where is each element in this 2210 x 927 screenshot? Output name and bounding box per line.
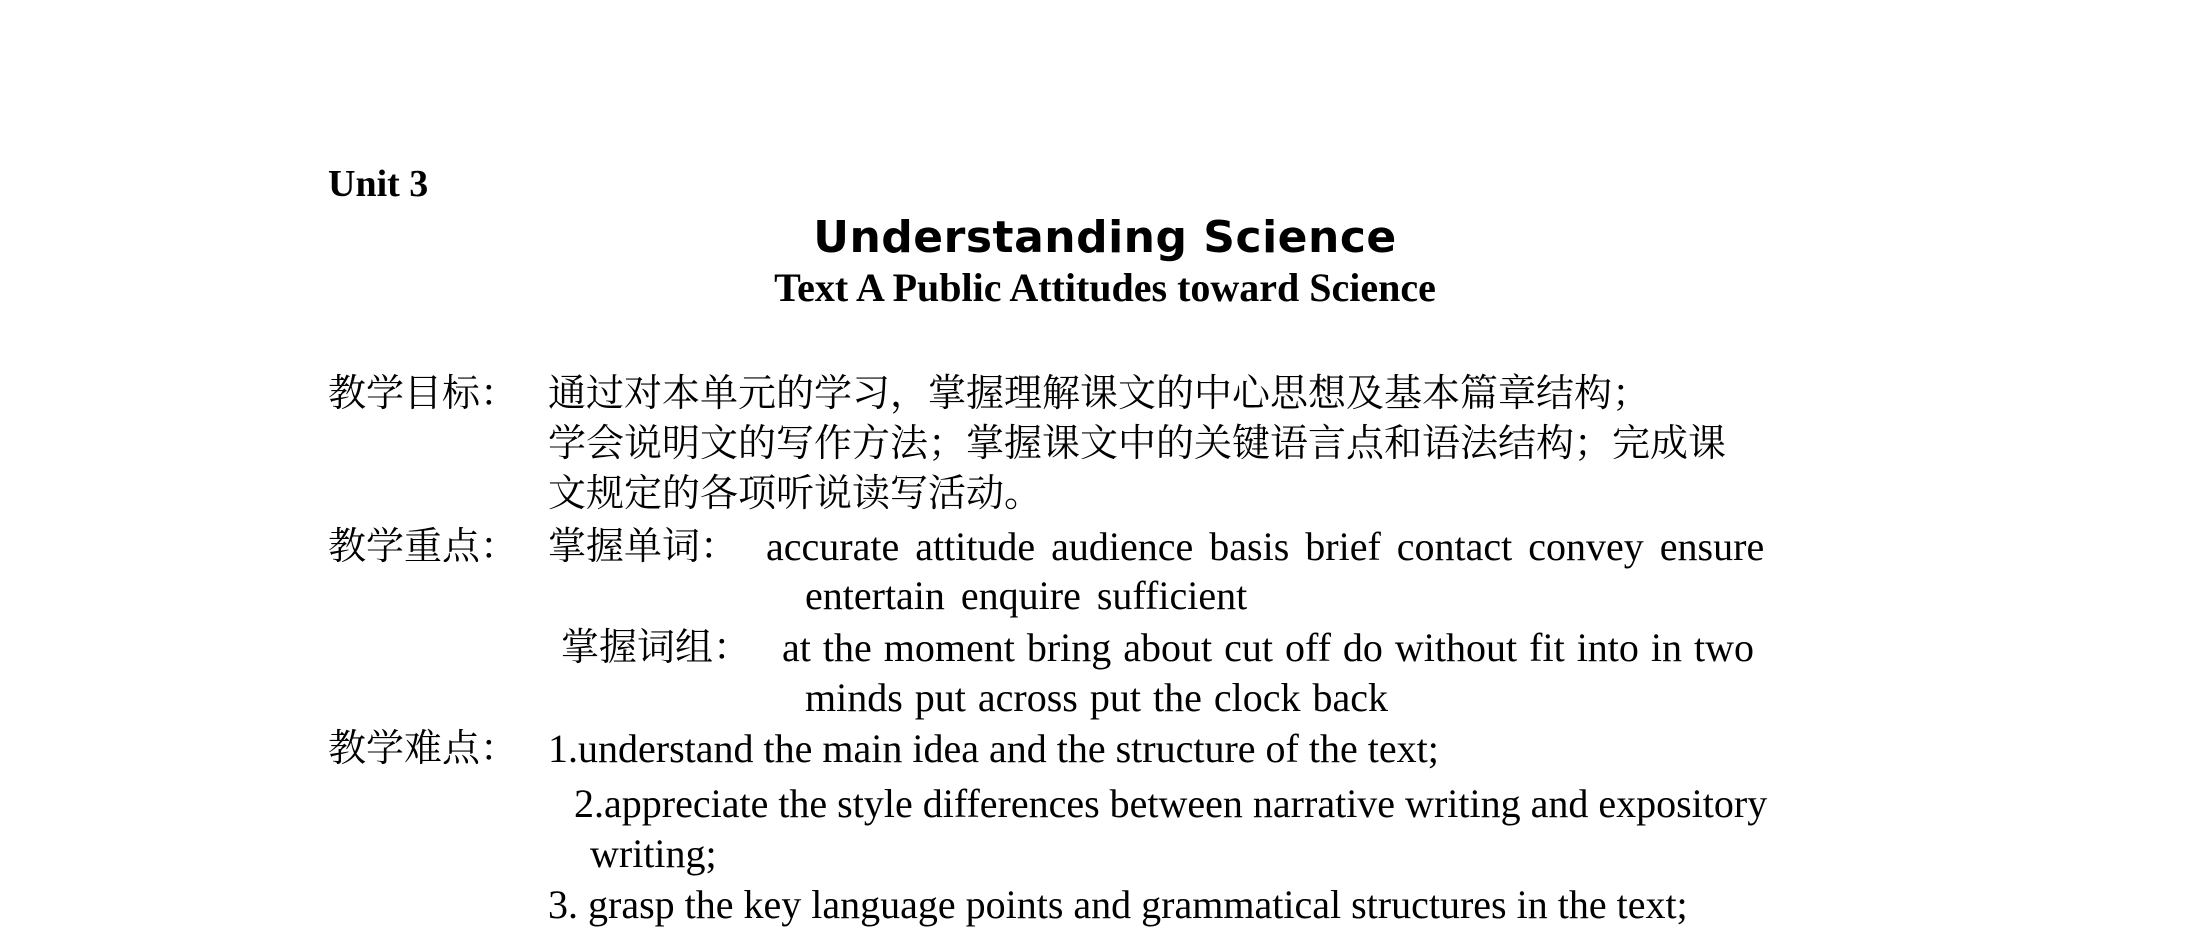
- key-phrases-label: 掌握词组：: [561, 625, 752, 669]
- page-title: Understanding Science: [813, 212, 1397, 263]
- objectives-line-3: 文规定的各项听说读写活动。: [548, 471, 1043, 515]
- key-points-label: 教学重点：: [328, 524, 519, 568]
- difficulty-item-2-line-1: 2.appreciate the style differences between narrative writing and expository: [574, 781, 1768, 826]
- objectives-label: 教学目标：: [328, 371, 519, 415]
- page-subtitle: Text A Public Attitudes toward Science: [774, 265, 1436, 310]
- difficulties-label: 教学难点：: [328, 726, 519, 770]
- key-words-label: 掌握单词：: [548, 524, 739, 568]
- difficulty-item-3: 3. grasp the key language points and grammatical structures in the text;: [548, 882, 1688, 927]
- key-phrases-line-1: at the moment bring about cut off do without fit into in two: [782, 625, 1755, 670]
- key-words-line-1: accurate attitude audience basis brief contact convey ensure: [766, 524, 1765, 569]
- unit-heading: Unit 3: [328, 163, 429, 205]
- objectives-line-1: 通过对本单元的学习，掌握理解课文的中心思想及基本篇章结构；: [548, 371, 1651, 415]
- difficulty-item-1: 1.understand the main idea and the structure of the text;: [548, 726, 1439, 771]
- key-words-line-2: entertain enquire sufficient: [805, 573, 1248, 618]
- key-phrases-line-2: minds put across put the clock back: [805, 675, 1388, 720]
- difficulty-item-2-line-2: writing;: [590, 831, 717, 876]
- objectives-line-2: 学会说明文的写作方法；掌握课文中的关键语言点和语法结构；完成课: [548, 421, 1727, 465]
